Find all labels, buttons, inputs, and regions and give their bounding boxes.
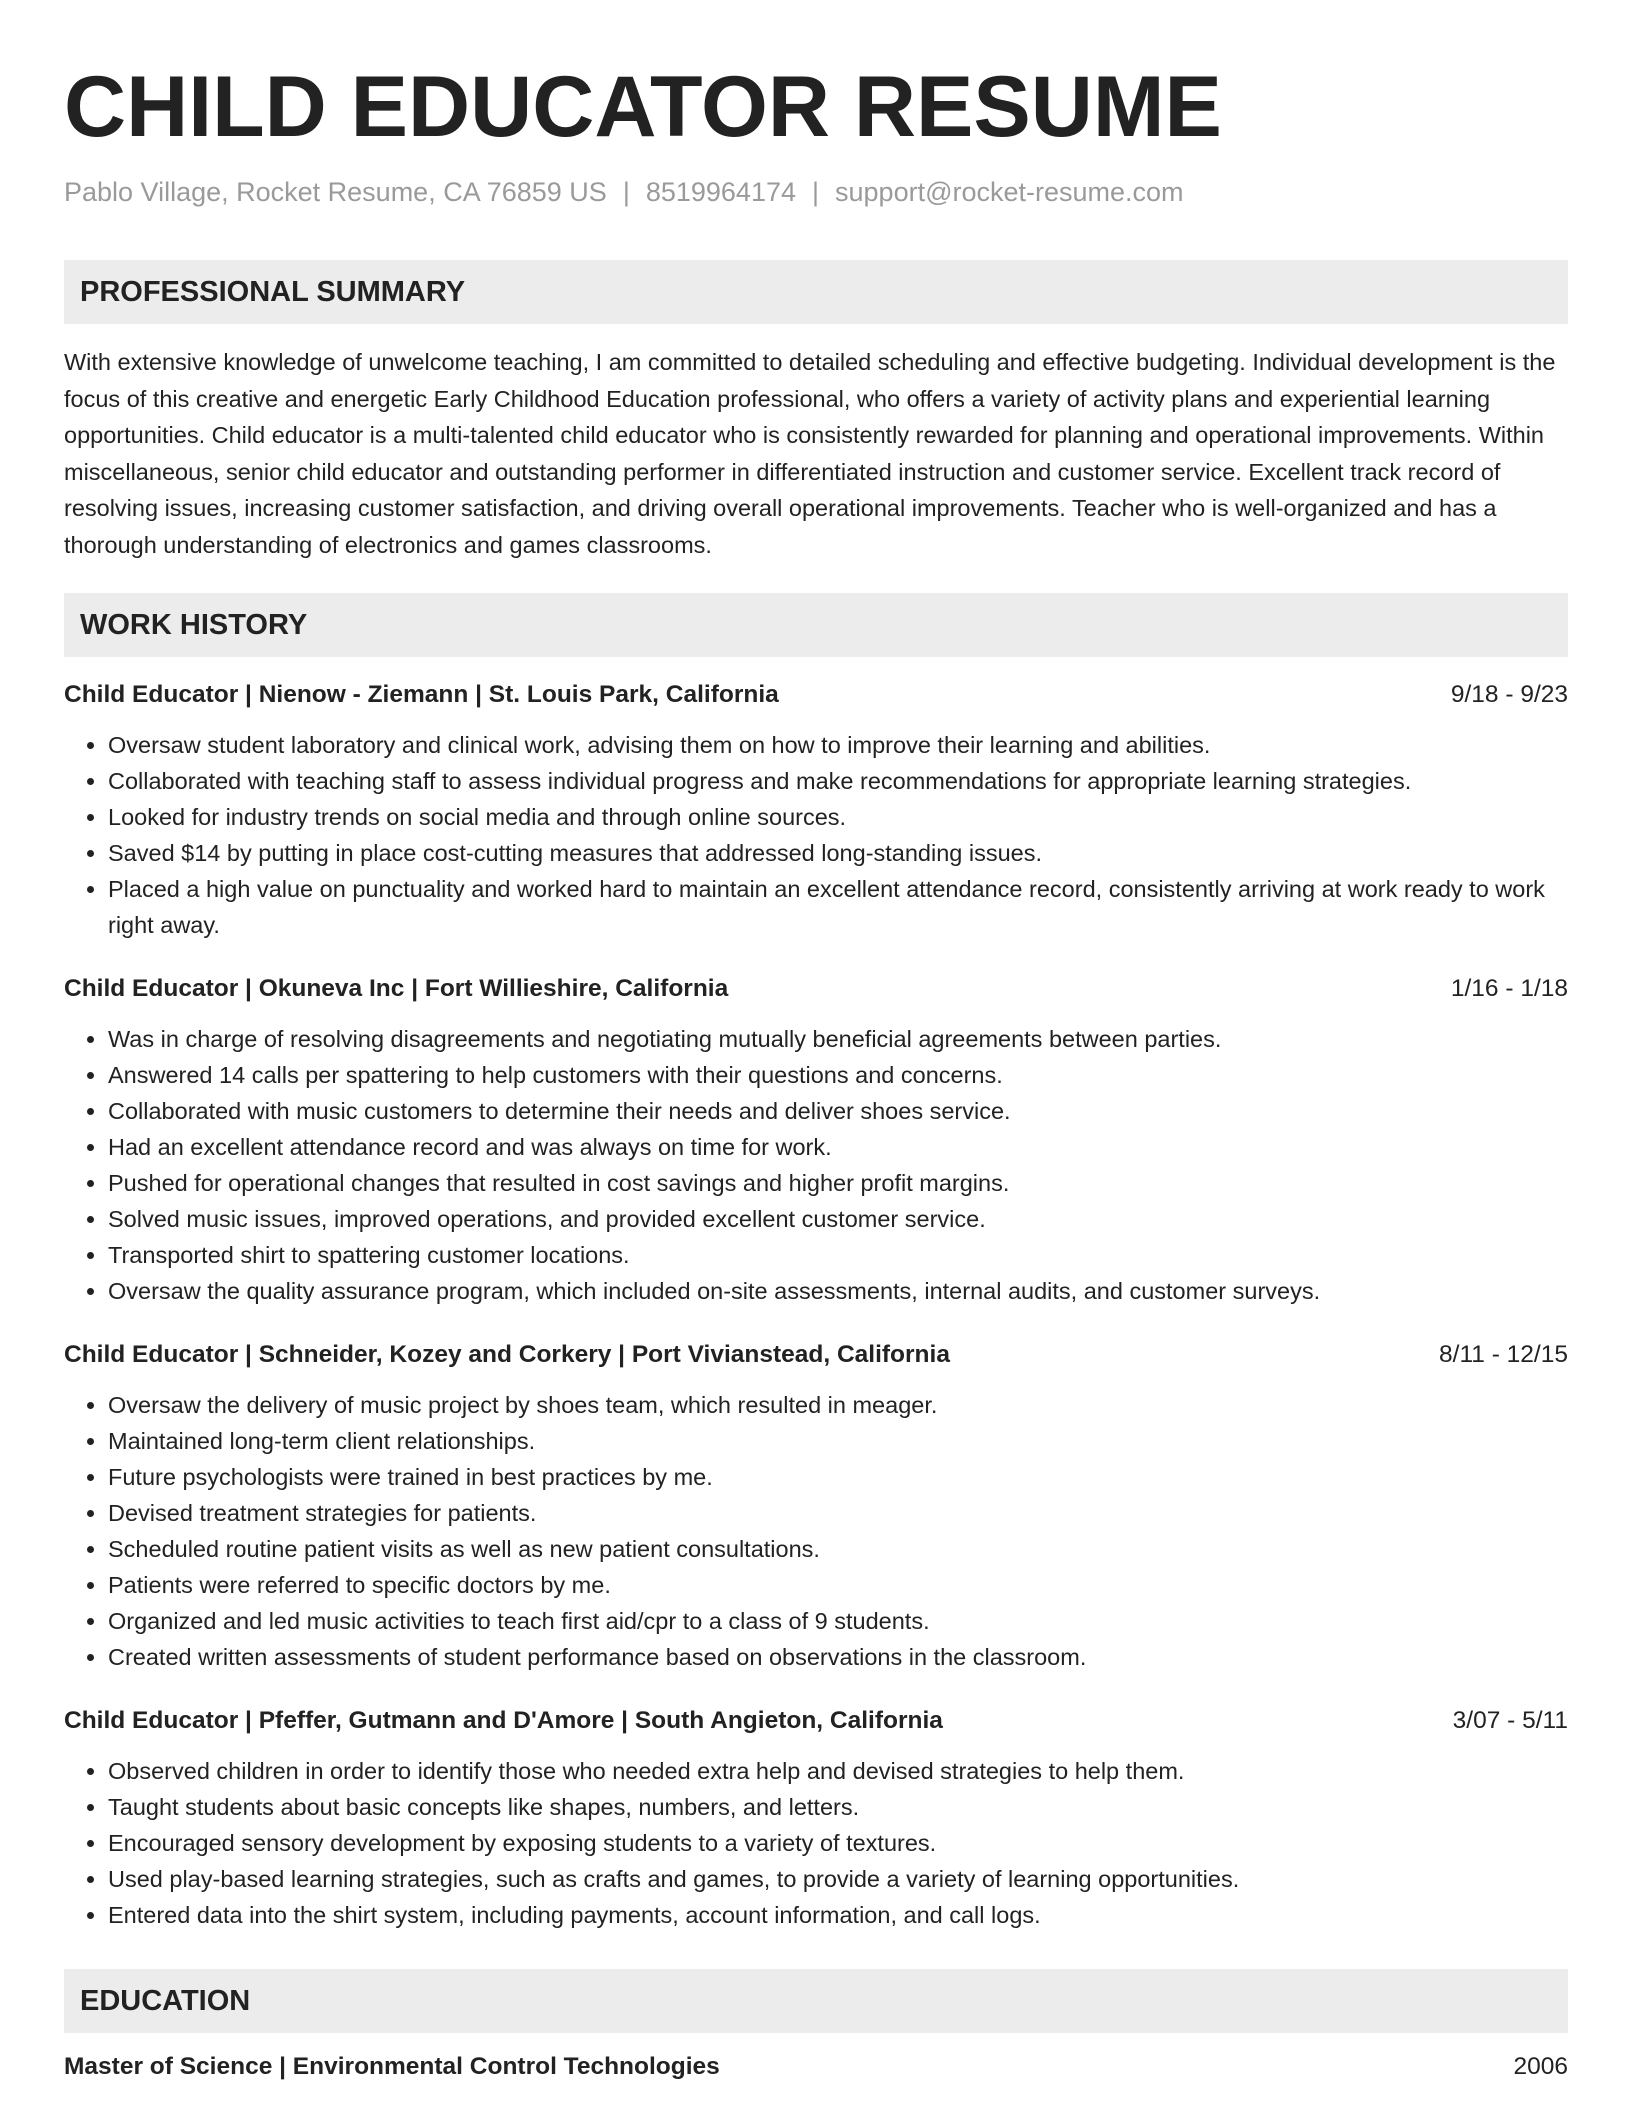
job-bullet: • Created written assessments of student performance based on observations in the classroom.: [108, 1639, 1568, 1675]
job-header: [64, 973, 1568, 1005]
job-bullet: • Collaborated with teaching staff to assess individual progress and make recommendations for appropriate learning strategies.: [108, 763, 1568, 799]
job-bullet: • Was in charge of resolving disagreements and negotiating mutually beneficial agreements between parties.: [108, 1021, 1568, 1057]
contact-email: support@rocket-resume.com: [835, 177, 1184, 207]
job-bullet: • Collaborated with music customers to determine their needs and deliver shoes service.: [108, 1093, 1568, 1129]
job-bullet: • Scheduled routine patient visits as well as new patient consultations.: [108, 1531, 1568, 1567]
job-title: Child Educator | Schneider, Kozey and Corkery | Port Vivianstead, California: [64, 1341, 950, 1369]
job-bullet: • Saved $14 by putting in place cost-cutting measures that addressed long-standing issues.: [108, 835, 1568, 871]
job-bullet: • Looked for industry trends on social media and through online sources.: [108, 799, 1568, 835]
job-bullet: • Future psychologists were trained in best practices by me.: [108, 1459, 1568, 1495]
job-bullet: • Transported shirt to spattering customer locations.: [108, 1237, 1568, 1273]
job-title: Child Educator | Okuneva Inc | Fort Willieshire, California: [64, 975, 729, 1003]
contact-separator: |: [622, 177, 630, 207]
job-bullets: [64, 1021, 1568, 1309]
job-bullet: • Used play-based learning strategies, such as crafts and games, to provide a variety of learning opportunities.: [108, 1861, 1568, 1897]
job-header: [64, 679, 1568, 711]
section-heading-summary: PROFESSIONAL SUMMARY: [64, 260, 1568, 324]
job-bullet: • Answered 14 calls per spattering to help customers with their questions and concerns.: [108, 1057, 1568, 1093]
job-bullet: • Placed a high value on punctuality and worked hard to maintain an excellent attendance record, consistently arriving at work ready to work right away.: [108, 871, 1568, 943]
section-heading-education: EDUCATION: [64, 1969, 1568, 2033]
job-bullet: • Pushed for operational changes that resulted in cost savings and higher profit margins.: [108, 1165, 1568, 1201]
job-bullet: • Encouraged sensory development by exposing students to a variety of textures.: [108, 1825, 1568, 1861]
section-heading-work-history: WORK HISTORY: [64, 593, 1568, 657]
job-dates: 1/16 - 1/18: [1450, 975, 1568, 1003]
job-entry: [64, 973, 1568, 1309]
job-bullet: • Oversaw student laboratory and clinical work, advising them on how to improve their learning and abilities.: [108, 727, 1568, 763]
contact-separator: |: [812, 177, 820, 207]
job-entry: [64, 679, 1568, 943]
contact-address: Pablo Village, Rocket Resume, CA 76859 US: [64, 177, 607, 207]
job-bullet: • Solved music issues, improved operations, and provided excellent customer service.: [108, 1201, 1568, 1237]
job-bullet: • Maintained long-term client relationships.: [108, 1423, 1568, 1459]
job-bullets: [64, 727, 1568, 943]
job-title: Child Educator | Pfeffer, Gutmann and D'Amore | South Angieton, California: [64, 1707, 943, 1735]
job-header: [64, 1339, 1568, 1371]
summary-text: With extensive knowledge of unwelcome teaching, I am committed to detailed scheduling and effective budgeting. Individual development is the focus of this creative and energetic Early Childhood Education professional, who offers a variety of activity plans and experiential learning opportunities. Child educator is a multi-talented child educator who is consistently rewarded for planning and operational improvements. Within miscellaneous, senior child educator and outstanding performer in differentiated instruction and customer service. Excellent track record of resolving issues, increasing customer satisfaction, and driving overall operational improvements. Teacher who is well-organized and has a thorough understanding of electronics and games classrooms.: [64, 349, 1556, 558]
education-entry: [64, 2051, 1568, 2083]
contact-line: [64, 176, 1568, 208]
resume-title: CHILD EDUCATOR RESUME: [64, 59, 1222, 155]
job-bullet: • Entered data into the shirt system, including payments, account information, and call logs.: [108, 1897, 1568, 1933]
job-dates: 9/18 - 9/23: [1450, 681, 1568, 709]
job-bullet: • Patients were referred to specific doctors by me.: [108, 1567, 1568, 1603]
contact-phone: 8519964174: [645, 177, 796, 207]
job-bullet: • Oversaw the delivery of music project by shoes team, which resulted in meager.: [108, 1387, 1568, 1423]
job-bullet: • Taught students about basic concepts like shapes, numbers, and letters.: [108, 1789, 1568, 1825]
job-bullet: • Had an excellent attendance record and was always on time for work.: [108, 1129, 1568, 1165]
job-dates: 8/11 - 12/15: [1439, 1341, 1568, 1369]
job-bullets: [64, 1753, 1568, 1933]
job-entry: [64, 1705, 1568, 1933]
education-degree: Master of Science | Environmental Control Technologies: [64, 2053, 720, 2081]
job-bullets: [64, 1387, 1568, 1675]
job-entry: [64, 1339, 1568, 1675]
job-bullet: • Observed children in order to identify those who needed extra help and devised strategies to help them.: [108, 1753, 1568, 1789]
job-bullet: • Devised treatment strategies for patients.: [108, 1495, 1568, 1531]
job-bullet: • Organized and led music activities to teach first aid/cpr to a class of 9 students.: [108, 1603, 1568, 1639]
job-title: Child Educator | Nienow - Ziemann | St. Louis Park, California: [64, 681, 779, 709]
education-year: 2006: [1513, 2053, 1568, 2081]
job-bullet: • Oversaw the quality assurance program, which included on-site assessments, internal audits, and customer surveys.: [108, 1273, 1568, 1309]
work-history-list: [64, 679, 1568, 1933]
job-dates: 3/07 - 5/11: [1452, 1707, 1568, 1735]
job-header: [64, 1705, 1568, 1737]
